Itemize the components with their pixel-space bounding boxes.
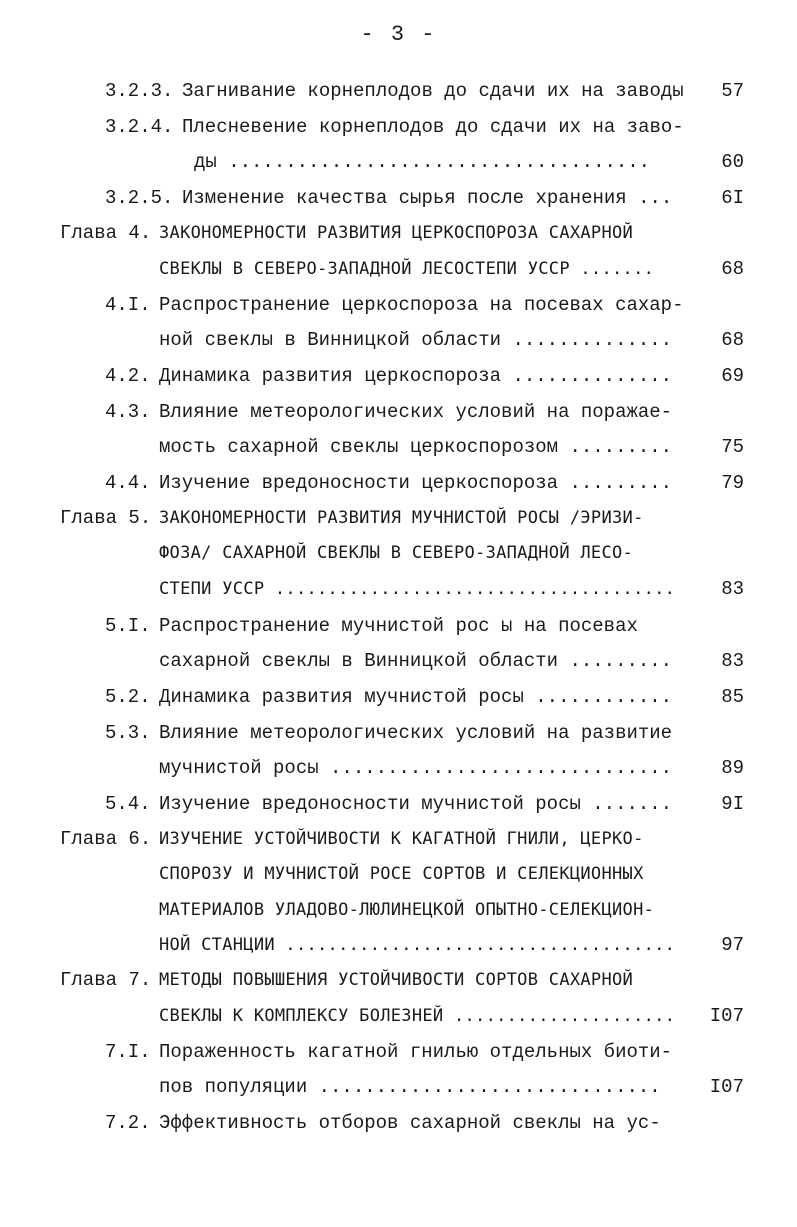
toc-chapter-label: Глава 5. <box>60 507 152 529</box>
toc-page-number: 6I <box>721 187 744 209</box>
toc-page-number: 69 <box>721 365 744 387</box>
toc-page-number: 75 <box>721 436 744 458</box>
toc-entry-text: Пораженность кагатной гнилью отдельных биоти- <box>159 1041 673 1063</box>
toc-chapter-title: СВЕКЛЫ К КОМПЛЕКСУ БОЛЕЗНЕЙ ..................... <box>159 1006 676 1026</box>
toc-chapter-title: СВЕКЛЫ В СЕВЕРО-ЗАПАДНОЙ ЛЕСОСТЕПИ УССР ....... <box>159 259 655 279</box>
toc-page-number: 68 <box>721 329 744 351</box>
toc-entry-text: Изучение вредоносности мучнистой росы ....... <box>159 793 673 815</box>
toc-chapter-label: Глава 6. <box>60 828 152 850</box>
toc-number: 3.2.4. <box>105 116 174 138</box>
toc-number: 5.I. <box>105 615 151 637</box>
toc-chapter-title: ФОЗА/ САХАРНОЙ СВЕКЛЫ В СЕВЕРО-ЗАПАДНОЙ ЛЕСО- <box>159 543 634 563</box>
toc-page-number: I07 <box>709 1005 744 1027</box>
toc-entry-text: Распространение церкоспороза на посевах сахар- <box>159 294 684 316</box>
toc-chapter-title: МАТЕРИАЛОВ УЛАДОВО-ЛЮЛИНЕЦКОЙ ОПЫТНО-СЕЛЕКЦИОН- <box>159 900 655 920</box>
toc-entry-text: Эффективность отборов сахарной свеклы на ус- <box>159 1112 661 1134</box>
toc-number: 7.I. <box>105 1041 151 1063</box>
page-number: - 3 - <box>360 22 437 47</box>
toc-chapter-label: Глава 7. <box>60 969 152 991</box>
toc-number: 5.4. <box>105 793 151 815</box>
toc-page-number: 85 <box>721 686 744 708</box>
toc-page-number: 83 <box>721 578 744 600</box>
toc-entry-text: Изменение качества сырья после хранения ... <box>182 187 673 209</box>
toc-entry-text: мучнистой росы .............................. <box>159 757 673 779</box>
toc-entry-text: Динамика развития мучнистой росы ............ <box>159 686 673 708</box>
toc-number: 5.2. <box>105 686 151 708</box>
toc-number: 5.3. <box>105 722 151 744</box>
toc-chapter-title: ЗАКОНОМЕРНОСТИ РАЗВИТИЯ ЦЕРКОСПОРОЗА САХАРНОЙ <box>159 223 634 243</box>
toc-page-number: I07 <box>709 1076 744 1098</box>
toc-chapter-title: ИЗУЧЕНИЕ УСТОЙЧИВОСТИ К КАГАТНОЙ ГНИЛИ, ЦЕРКО- <box>159 829 644 849</box>
toc-number: 7.2. <box>105 1112 151 1134</box>
toc-page-number: 83 <box>721 650 744 672</box>
toc-chapter-title: НОЙ СТАНЦИИ ..................................... <box>159 935 676 955</box>
toc-page-number: 89 <box>721 757 744 779</box>
toc-entry-text: Загнивание корнеплодов до сдачи их на заводы <box>182 80 684 102</box>
toc-page-number: 79 <box>721 472 744 494</box>
toc-entry-text: ды ..................................... <box>194 151 651 173</box>
toc-entry-text: Изучение вредоносности церкоспороза ......... <box>159 472 673 494</box>
toc-chapter-label: Глава 4. <box>60 222 152 244</box>
toc-entry-text: Динамика развития церкоспороза .............. <box>159 365 673 387</box>
toc-page-number: 9I <box>721 793 744 815</box>
toc-number: 4.4. <box>105 472 151 494</box>
toc-page-number: 57 <box>721 80 744 102</box>
toc-chapter-title: ЗАКОНОМЕРНОСТИ РАЗВИТИЯ МУЧНИСТОЙ РОСЫ /ЭРИЗИ- <box>159 508 644 528</box>
toc-chapter-title: СТЕПИ УССР ...................................... <box>159 579 676 599</box>
toc-entry-text: Влияние метеорологических условий на поражае- <box>159 401 673 423</box>
toc-number: 3.2.5. <box>105 187 174 209</box>
toc-entry-text: мость сахарной свеклы церкоспорозом ......... <box>159 436 673 458</box>
toc-chapter-title: МЕТОДЫ ПОВЫШЕНИЯ УСТОЙЧИВОСТИ СОРТОВ САХАРНОЙ <box>159 970 634 990</box>
toc-number: 4.3. <box>105 401 151 423</box>
toc-number: 4.I. <box>105 294 151 316</box>
toc-page-number: 97 <box>721 934 744 956</box>
toc-entry-text: Распространение мучнистой рос ы на посевах <box>159 615 638 637</box>
toc-page-number: 68 <box>721 258 744 280</box>
toc-page-number: 60 <box>721 151 744 173</box>
toc-number: 4.2. <box>105 365 151 387</box>
toc-entry-text: сахарной свеклы в Винницкой области ......... <box>159 650 673 672</box>
toc-entry-text: Плесневение корнеплодов до сдачи их на заво- <box>182 116 684 138</box>
toc-number: 3.2.3. <box>105 80 174 102</box>
toc-entry-text: Влияние метеорологических условий на развитие <box>159 722 673 744</box>
toc-entry-text: пов популяции .............................. <box>159 1076 661 1098</box>
toc-entry-text: ной свеклы в Винницкой области .............. <box>159 329 673 351</box>
toc-chapter-title: СПОРОЗУ И МУЧНИСТОЙ РОСЕ СОРТОВ И СЕЛЕКЦИОННЫХ <box>159 864 644 884</box>
